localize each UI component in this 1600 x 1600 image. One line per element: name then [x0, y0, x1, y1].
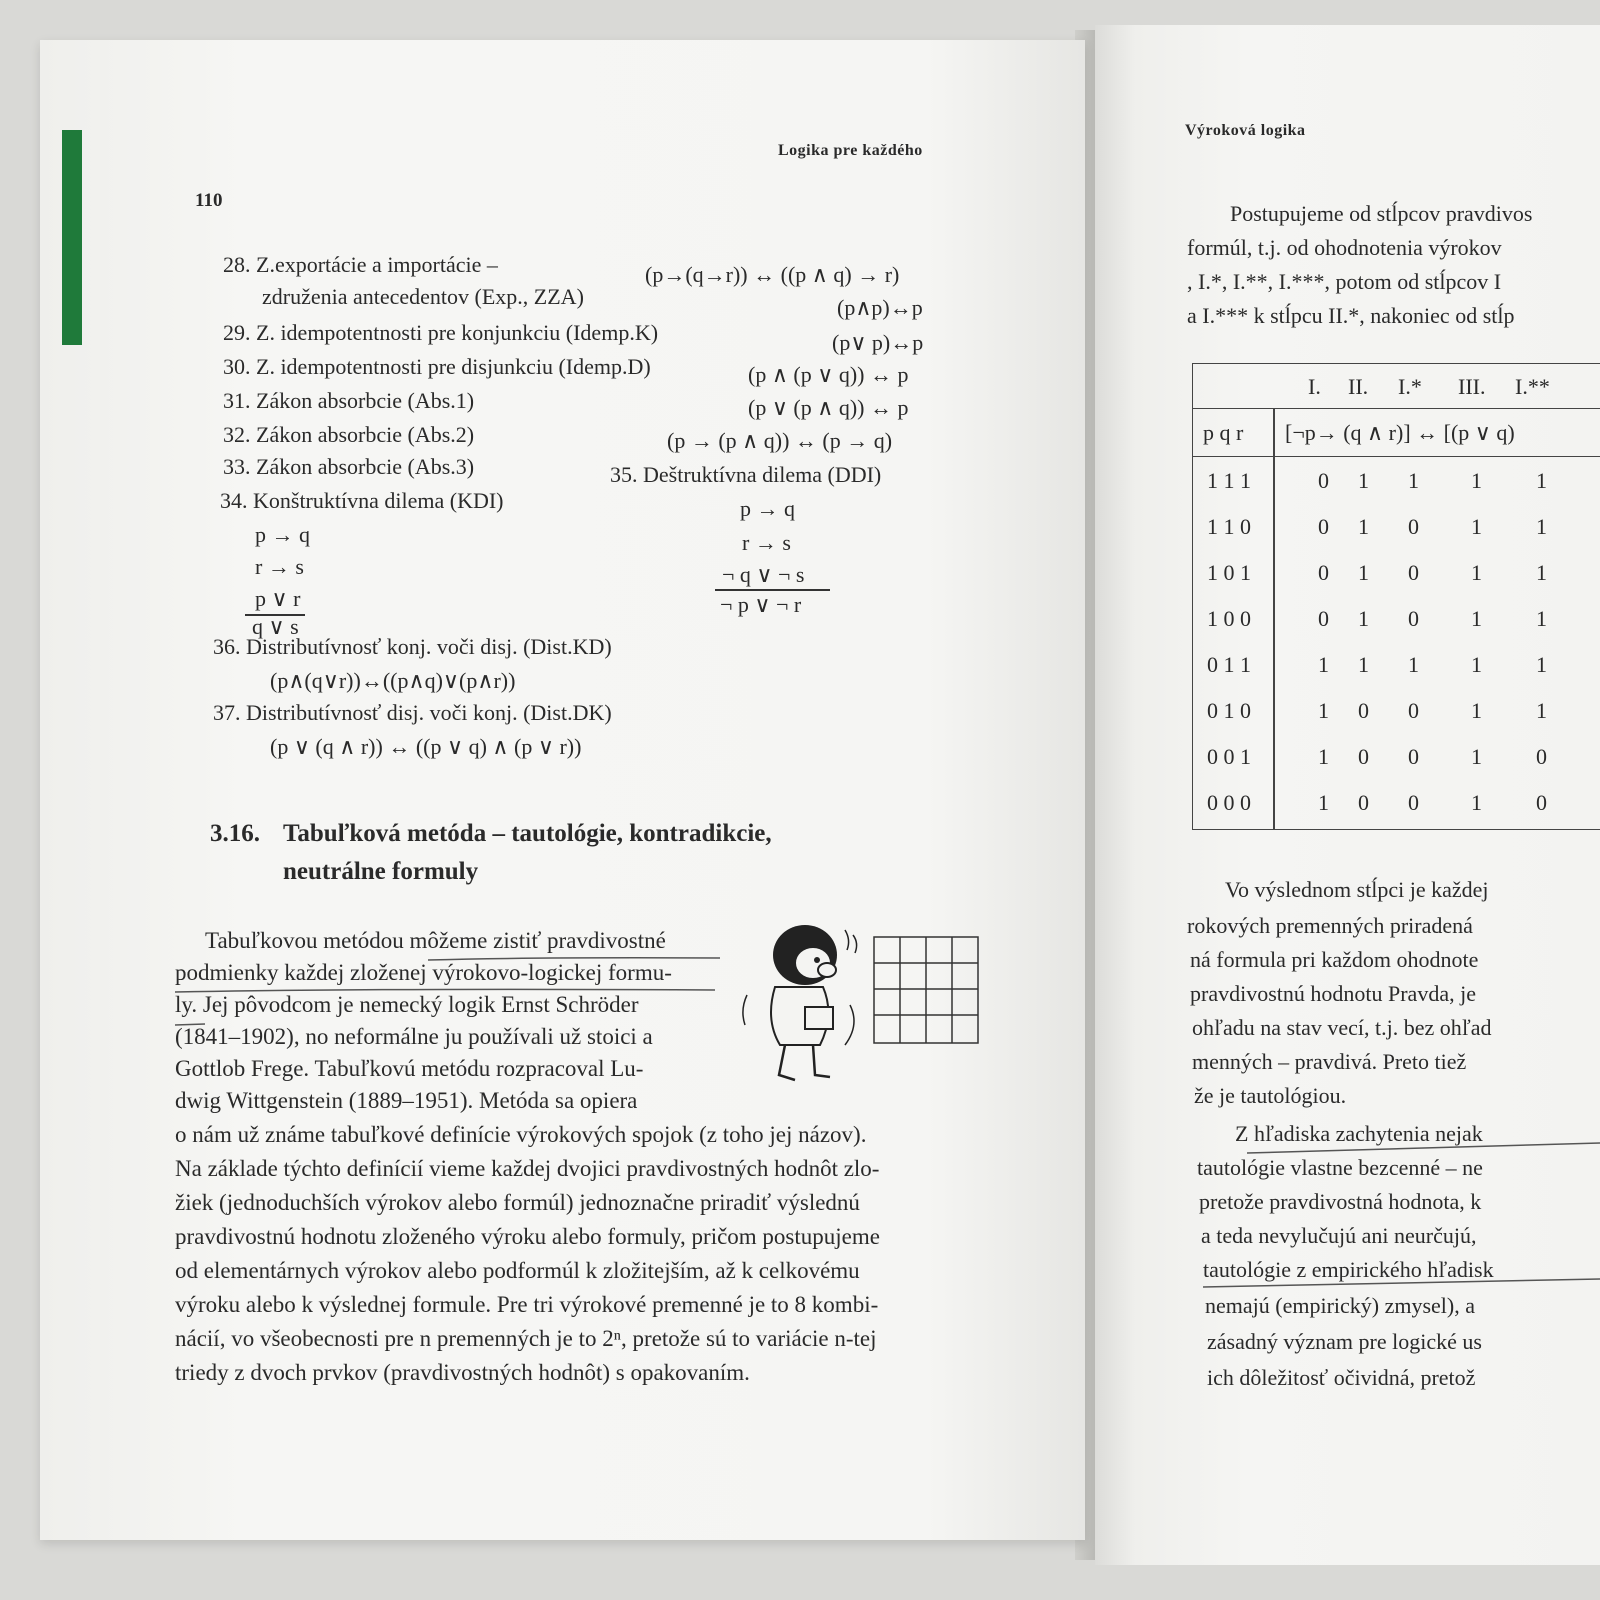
row-value: 1 — [1358, 606, 1369, 631]
row-value: 1 — [1318, 790, 1329, 815]
law-29-formula: (p∧p)↔p — [837, 295, 923, 320]
row-value: 0 — [1408, 790, 1419, 815]
section-number: 3.16. — [210, 820, 260, 847]
running-header-left: Logika pre každého — [778, 142, 923, 159]
grid-illustration — [872, 935, 980, 1045]
right-para2-line-4: a teda nevylučujú ani neurčujú, — [1201, 1223, 1477, 1248]
row-value: 1 — [1358, 652, 1369, 677]
running-header-right: Výroková logika — [1185, 122, 1306, 139]
row-value: 0 — [1408, 560, 1419, 585]
row-value: 1 — [1536, 468, 1547, 493]
right-para1-line-1: Vo výslednom stĺpci je každej — [1225, 877, 1489, 902]
col-label-3: I.* — [1398, 374, 1422, 399]
right-page — [1095, 25, 1600, 1565]
para-line-3: ly. Jej pôvodcom je nemecký logik Ernst Schröder — [175, 992, 639, 1017]
right-para1-line-3: ná formula pri každom ohodnote — [1190, 947, 1479, 972]
para-line-7: o nám už známe tabuľkové definície výrokových spojok (z toho jej názov). — [175, 1122, 867, 1147]
cartoon-figure-illustration — [735, 915, 865, 1090]
law-31-label: 31. Zákon absorbcie (Abs.1) — [223, 388, 475, 413]
row-value: 0 — [1318, 468, 1329, 493]
kdi-premise-2: r → s — [255, 554, 304, 579]
row-value: 1 — [1408, 652, 1419, 677]
row-value: 1 — [1358, 560, 1369, 585]
row-value: 0 — [1536, 790, 1547, 815]
law-28-label-cont: združenia antecedentov (Exp., ZZA) — [262, 284, 584, 309]
law-36-formula: (p∧(q∨r))↔((p∧q)∨(p∧r)) — [270, 668, 516, 693]
right-para1-line-6: menných – pravdivá. Preto tiež — [1192, 1049, 1467, 1074]
law-35-label: 35. Deštruktívna dilema (DDI) — [610, 462, 882, 487]
para-line-10: pravdivostnú hodnotu zloženého výroku alebo formuly, pričom postupujeme — [175, 1224, 880, 1249]
row-value: 0 — [1358, 698, 1369, 723]
row-value: 0 — [1358, 790, 1369, 815]
right-para2-line-3: pretože pravdivostná hodnota, k — [1199, 1189, 1482, 1214]
pencil-underlines — [40, 40, 1085, 1540]
row-value: 1 — [1536, 514, 1547, 539]
right-para2-line-8: ich dôležitosť očividná, pretož — [1207, 1365, 1476, 1390]
para-line-9: žiek (jednoduchších výrokov alebo formúl) jednoznačne priradiť výslednú — [175, 1190, 860, 1215]
law-32-label: 32. Zákon absorbcie (Abs.2) — [223, 422, 475, 447]
kdi-conclusion: q ∨ s — [252, 614, 299, 639]
intro-line-3: , I.*, I.**, I.***, potom od stĺpcov I — [1187, 269, 1502, 294]
row-value: 0 — [1408, 606, 1419, 631]
law-30-label: 30. Z. idempotentnosti pre disjunkciu (Idemp.D) — [223, 354, 651, 379]
row-value: 1 — [1471, 698, 1482, 723]
row-vars: 1 0 0 — [1207, 606, 1251, 631]
row-value: 0 — [1408, 744, 1419, 769]
row-vars: 1 1 1 — [1207, 468, 1251, 493]
para-line-4: (1841–1902), no neformálne ju používali už stoici a — [175, 1024, 653, 1049]
section-title-line1: Tabuľková metóda – tautológie, kontradikcie, — [283, 820, 772, 847]
right-para2-line-1: Z hľadiska zachytenia nejak — [1235, 1121, 1483, 1146]
right-para2-line-5: tautológie z empirického hľadisk — [1203, 1257, 1494, 1282]
row-value: 1 — [1471, 514, 1482, 539]
row-vars: 0 0 1 — [1207, 744, 1251, 769]
row-value: 1 — [1358, 514, 1369, 539]
right-para1-line-4: pravdivostnú hodnotu Pravda, je — [1190, 981, 1476, 1006]
row-value: 1 — [1471, 744, 1482, 769]
ddi-premise-1: p → q — [740, 496, 795, 521]
row-value: 1 — [1358, 468, 1369, 493]
left-page — [40, 40, 1085, 1540]
row-vars: 1 0 1 — [1207, 560, 1251, 585]
row-value: 1 — [1536, 606, 1547, 631]
intro-line-4: a I.*** k stĺpcu II.*, nakoniec od stĺp — [1187, 303, 1515, 328]
section-title-line2: neutrálne formuly — [283, 858, 479, 885]
row-value: 1 — [1318, 744, 1329, 769]
row-value: 1 — [1471, 790, 1482, 815]
row-value: 1 — [1471, 652, 1482, 677]
para-line-12: výroku alebo k výslednej formule. Pre tri výrokové premenné je to 8 kombi- — [175, 1292, 879, 1317]
ddi-premise-3: ¬ q ∨ ¬ s — [722, 562, 805, 587]
right-para2-line-7: zásadný význam pre logické us — [1207, 1329, 1482, 1354]
para-line-2: podmienky každej zloženej výrokovo-logickej formu- — [175, 960, 672, 985]
row-value: 1 — [1318, 652, 1329, 677]
row-value: 0 — [1358, 744, 1369, 769]
row-value: 1 — [1408, 468, 1419, 493]
pencil-underlines-right — [1095, 25, 1600, 1565]
intro-line-2: formúl, t.j. od ohodnotenia výrokov — [1187, 235, 1502, 260]
kdi-premise-1: p → q — [255, 522, 310, 547]
row-vars: 1 1 0 — [1207, 514, 1251, 539]
right-para2-line-6: nemajú (empirický) zmysel), a — [1205, 1293, 1476, 1318]
law-30-formula: (p∨ p)↔p — [832, 330, 924, 355]
formula-header: [¬p→ (q ∧ r)] ↔ [(p ∨ q) — [1285, 420, 1515, 445]
law-34-label: 34. Konštruktívna dilema (KDI) — [220, 488, 504, 513]
row-value: 1 — [1471, 606, 1482, 631]
row-value: 0 — [1408, 514, 1419, 539]
kdi-premise-3: p ∨ r — [255, 586, 301, 611]
col-label-2: II. — [1348, 374, 1369, 399]
row-value: 0 — [1318, 606, 1329, 631]
col-label-4: III. — [1458, 374, 1486, 399]
right-para2-line-2: tautológie vlastne bezcenné – ne — [1197, 1155, 1483, 1180]
right-para1-line-7: že je tautológiou. — [1194, 1083, 1347, 1108]
row-value: 1 — [1536, 560, 1547, 585]
law-29-label: 29. Z. idempotentnosti pre konjunkciu (Idemp.K) — [223, 320, 659, 345]
row-value: 0 — [1408, 698, 1419, 723]
row-value: 1 — [1318, 698, 1329, 723]
para-line-11: od elementárnych výrokov alebo podformúl k zložitejším, až k celkovému — [175, 1258, 860, 1283]
law-28-formula: (p→(q→r)) ↔ ((p ∧ q) → r) — [645, 262, 900, 287]
var-header: p q r — [1203, 420, 1244, 445]
col-label-5: I.** — [1515, 374, 1550, 399]
row-value: 1 — [1536, 652, 1547, 677]
para-line-8: Na základe týchto definícií vieme každej dvojici pravdivostných hodnôt zlo- — [175, 1156, 880, 1181]
right-para1-line-5: ohľadu na stav vecí, t.j. bez ohľad — [1192, 1015, 1492, 1040]
law-31-formula: (p ∧ (p ∨ q)) ↔ p — [748, 362, 909, 387]
page-number: 110 — [195, 190, 223, 211]
para-line-5: Gottlob Frege. Tabuľkovú metódu rozpracoval Lu- — [175, 1056, 644, 1081]
row-value: 0 — [1318, 514, 1329, 539]
law-33-formula: (p → (p ∧ q)) ↔ (p → q) — [667, 428, 893, 453]
right-para1-line-2: rokových premenných priradená — [1187, 913, 1473, 938]
law-37-label: 37. Distributívnosť disj. voči konj. (Dist.DK) — [213, 700, 612, 725]
law-33-label: 33. Zákon absorbcie (Abs.3) — [223, 454, 475, 479]
row-vars: 0 1 1 — [1207, 652, 1251, 677]
ddi-premise-2: r → s — [742, 530, 791, 555]
row-value: 1 — [1536, 698, 1547, 723]
row-vars: 0 0 0 — [1207, 790, 1251, 815]
para-line-1: Tabuľkovou metódou môžeme zistiť pravdivostné — [205, 928, 666, 953]
col-label-1: I. — [1308, 374, 1321, 399]
para-line-6: dwig Wittgenstein (1889–1951). Metóda sa opiera — [175, 1088, 638, 1113]
intro-line-1: Postupujeme od stĺpcov pravdivos — [1230, 201, 1533, 226]
green-bookmark-ribbon — [62, 130, 82, 345]
row-value: 1 — [1471, 468, 1482, 493]
law-37-formula: (p ∨ (q ∧ r)) ↔ ((p ∨ q) ∧ (p ∨ r)) — [270, 734, 582, 759]
row-value: 1 — [1471, 560, 1482, 585]
law-28-label: 28. Z.exportácie a importácie – — [223, 252, 498, 277]
para-line-14: triedy z dvoch prvkov (pravdivostných hodnôt) s opakovaním. — [175, 1360, 750, 1385]
law-36-label: 36. Distributívnosť konj. voči disj. (Dist.KD) — [213, 634, 612, 659]
ddi-conclusion: ¬ p ∨ ¬ r — [720, 592, 802, 617]
row-vars: 0 1 0 — [1207, 698, 1251, 723]
para-line-13: nácií, vo všeobecnosti pre n premenných je to 2ⁿ, pretože sú to variácie n-tej — [175, 1326, 877, 1351]
row-value: 0 — [1536, 744, 1547, 769]
law-32-formula: (p ∨ (p ∧ q)) ↔ p — [748, 395, 909, 420]
row-value: 0 — [1318, 560, 1329, 585]
